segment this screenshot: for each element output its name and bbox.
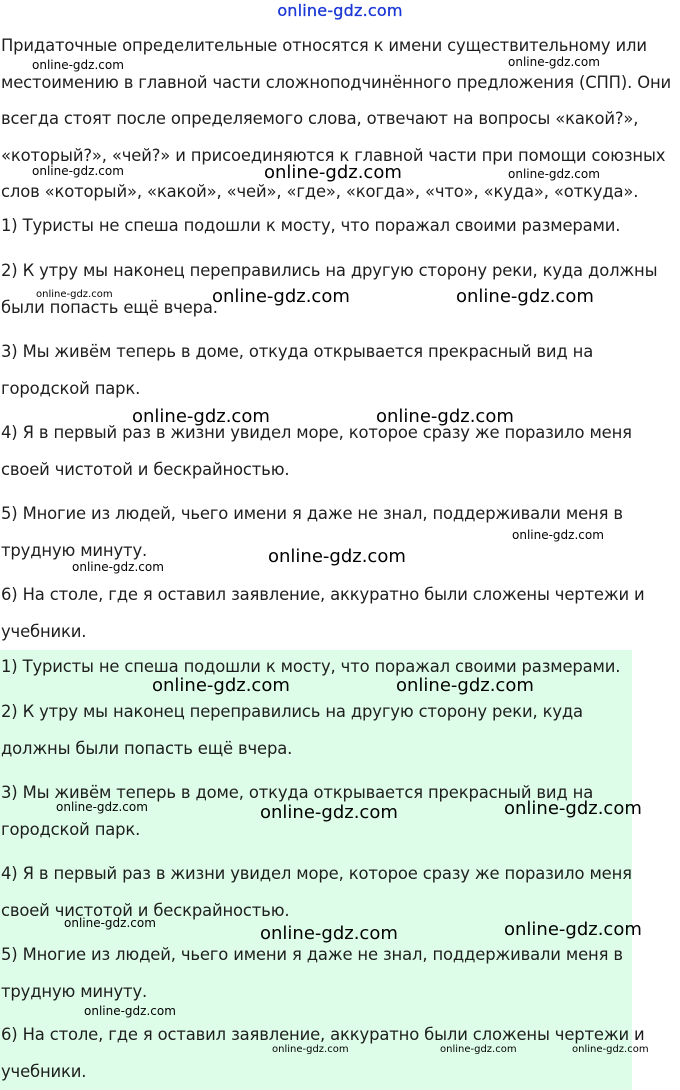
watermark: online-gdz.com — [572, 1044, 649, 1055]
exercise-line: своей чистотой и бескрайностью. — [1, 459, 290, 479]
exercise-line: 1) Туристы не спеша подошли к мосту, что поражал своими размерами. — [1, 216, 621, 235]
exercise-line: учебники. — [1, 621, 87, 641]
watermark: online-gdz.com — [72, 560, 164, 574]
rule-line: слов «который», «какой», «чей», «где», «когда», «что», «куда», «откуда». — [1, 182, 639, 201]
answer-line: городской парк. — [1, 819, 141, 839]
answer-line: 5) Многие из людей, чьего имени я даже не знал, поддерживали меня в — [1, 945, 623, 964]
answer-line: своей чистотой и бескрайностью. — [1, 900, 290, 920]
watermark: online-gdz.com — [152, 675, 290, 696]
watermark: online-gdz.com — [396, 675, 534, 696]
answer-line: 2) К утру мы наконец переправились на другую сторону реки, куда — [1, 702, 583, 721]
rule-line: всегда стоят после определяемого слова, отвечают на вопросы «какой?», — [1, 109, 639, 128]
answer-item-2 — [1, 694, 677, 767]
site-header-link[interactable]: online-gdz.com — [277, 1, 403, 20]
answer-line: учебники. — [1, 1061, 87, 1081]
watermark: online-gdz.com — [504, 919, 642, 940]
rule-line: «который?», «чей?» и присоединяются к главной части при помощи союзных — [1, 145, 666, 165]
exercise-line: городской парк. — [1, 378, 141, 398]
watermark: online-gdz.com — [56, 800, 148, 814]
watermark: online-gdz.com — [212, 286, 350, 307]
watermark: online-gdz.com — [64, 916, 156, 930]
watermark: online-gdz.com — [456, 286, 594, 307]
exercise-line: трудную минуту. — [1, 540, 148, 560]
exercise-item-4 — [1, 415, 677, 488]
exercise-line: 2) К утру мы наконец переправились на другую сторону реки, куда должны — [1, 261, 658, 280]
watermark: online-gdz.com — [272, 1044, 349, 1055]
watermark: online-gdz.com — [264, 162, 402, 183]
answer-item-1 — [1, 649, 677, 686]
exercise-item-3 — [1, 334, 677, 407]
rule-line: Придаточные определительные относятся к имени существительному или — [1, 36, 647, 55]
answer-line: 6) На столе, где я оставил заявление, аккуратно были сложены чертежи и — [1, 1025, 645, 1044]
exercise-item-1 — [1, 208, 677, 245]
exercise-line: были попасть ещё вчера. — [1, 297, 218, 317]
answer-item-5 — [1, 937, 677, 1010]
watermark: online-gdz.com — [32, 58, 124, 72]
watermark: online-gdz.com — [376, 406, 514, 427]
watermark: online-gdz.com — [504, 798, 642, 819]
rule-line: местоимению в главной части сложноподчинённого предложения (СПП). Они — [1, 72, 672, 92]
watermark: online-gdz.com — [440, 1044, 517, 1055]
answer-line: 4) Я в первый раз в жизни увидел море, которое сразу же поразило меня — [1, 864, 632, 883]
answer-line: должны были попасть ещё вчера. — [1, 738, 293, 758]
exercise-item-6 — [1, 577, 677, 650]
watermark: online-gdz.com — [32, 164, 124, 178]
watermark: online-gdz.com — [508, 55, 600, 69]
watermark: online-gdz.com — [260, 802, 398, 823]
watermark: online-gdz.com — [260, 923, 398, 944]
watermark: online-gdz.com — [268, 546, 406, 567]
watermark: online-gdz.com — [36, 289, 113, 300]
watermark: online-gdz.com — [84, 1004, 176, 1018]
watermark: online-gdz.com — [512, 528, 604, 542]
watermark: online-gdz.com — [132, 406, 270, 427]
exercise-line: 3) Мы живём теперь в доме, откуда открывается прекрасный вид на — [1, 342, 594, 361]
answer-line: трудную минуту. — [1, 981, 148, 1001]
watermark: online-gdz.com — [508, 167, 600, 181]
answer-line: 1) Туристы не спеша подошли к мосту, что поражал своими размерами. — [1, 657, 621, 676]
answer-line: 3) Мы живём теперь в доме, откуда открывается прекрасный вид на — [1, 783, 594, 802]
exercise-line: 6) На столе, где я оставил заявление, аккуратно были сложены чертежи и — [1, 585, 645, 604]
exercise-line: 5) Многие из людей, чьего имени я даже не знал, поддерживали меня в — [1, 504, 623, 523]
exercise-line: 4) Я в первый раз в жизни увидел море, которое сразу же поразило меня — [1, 423, 632, 442]
